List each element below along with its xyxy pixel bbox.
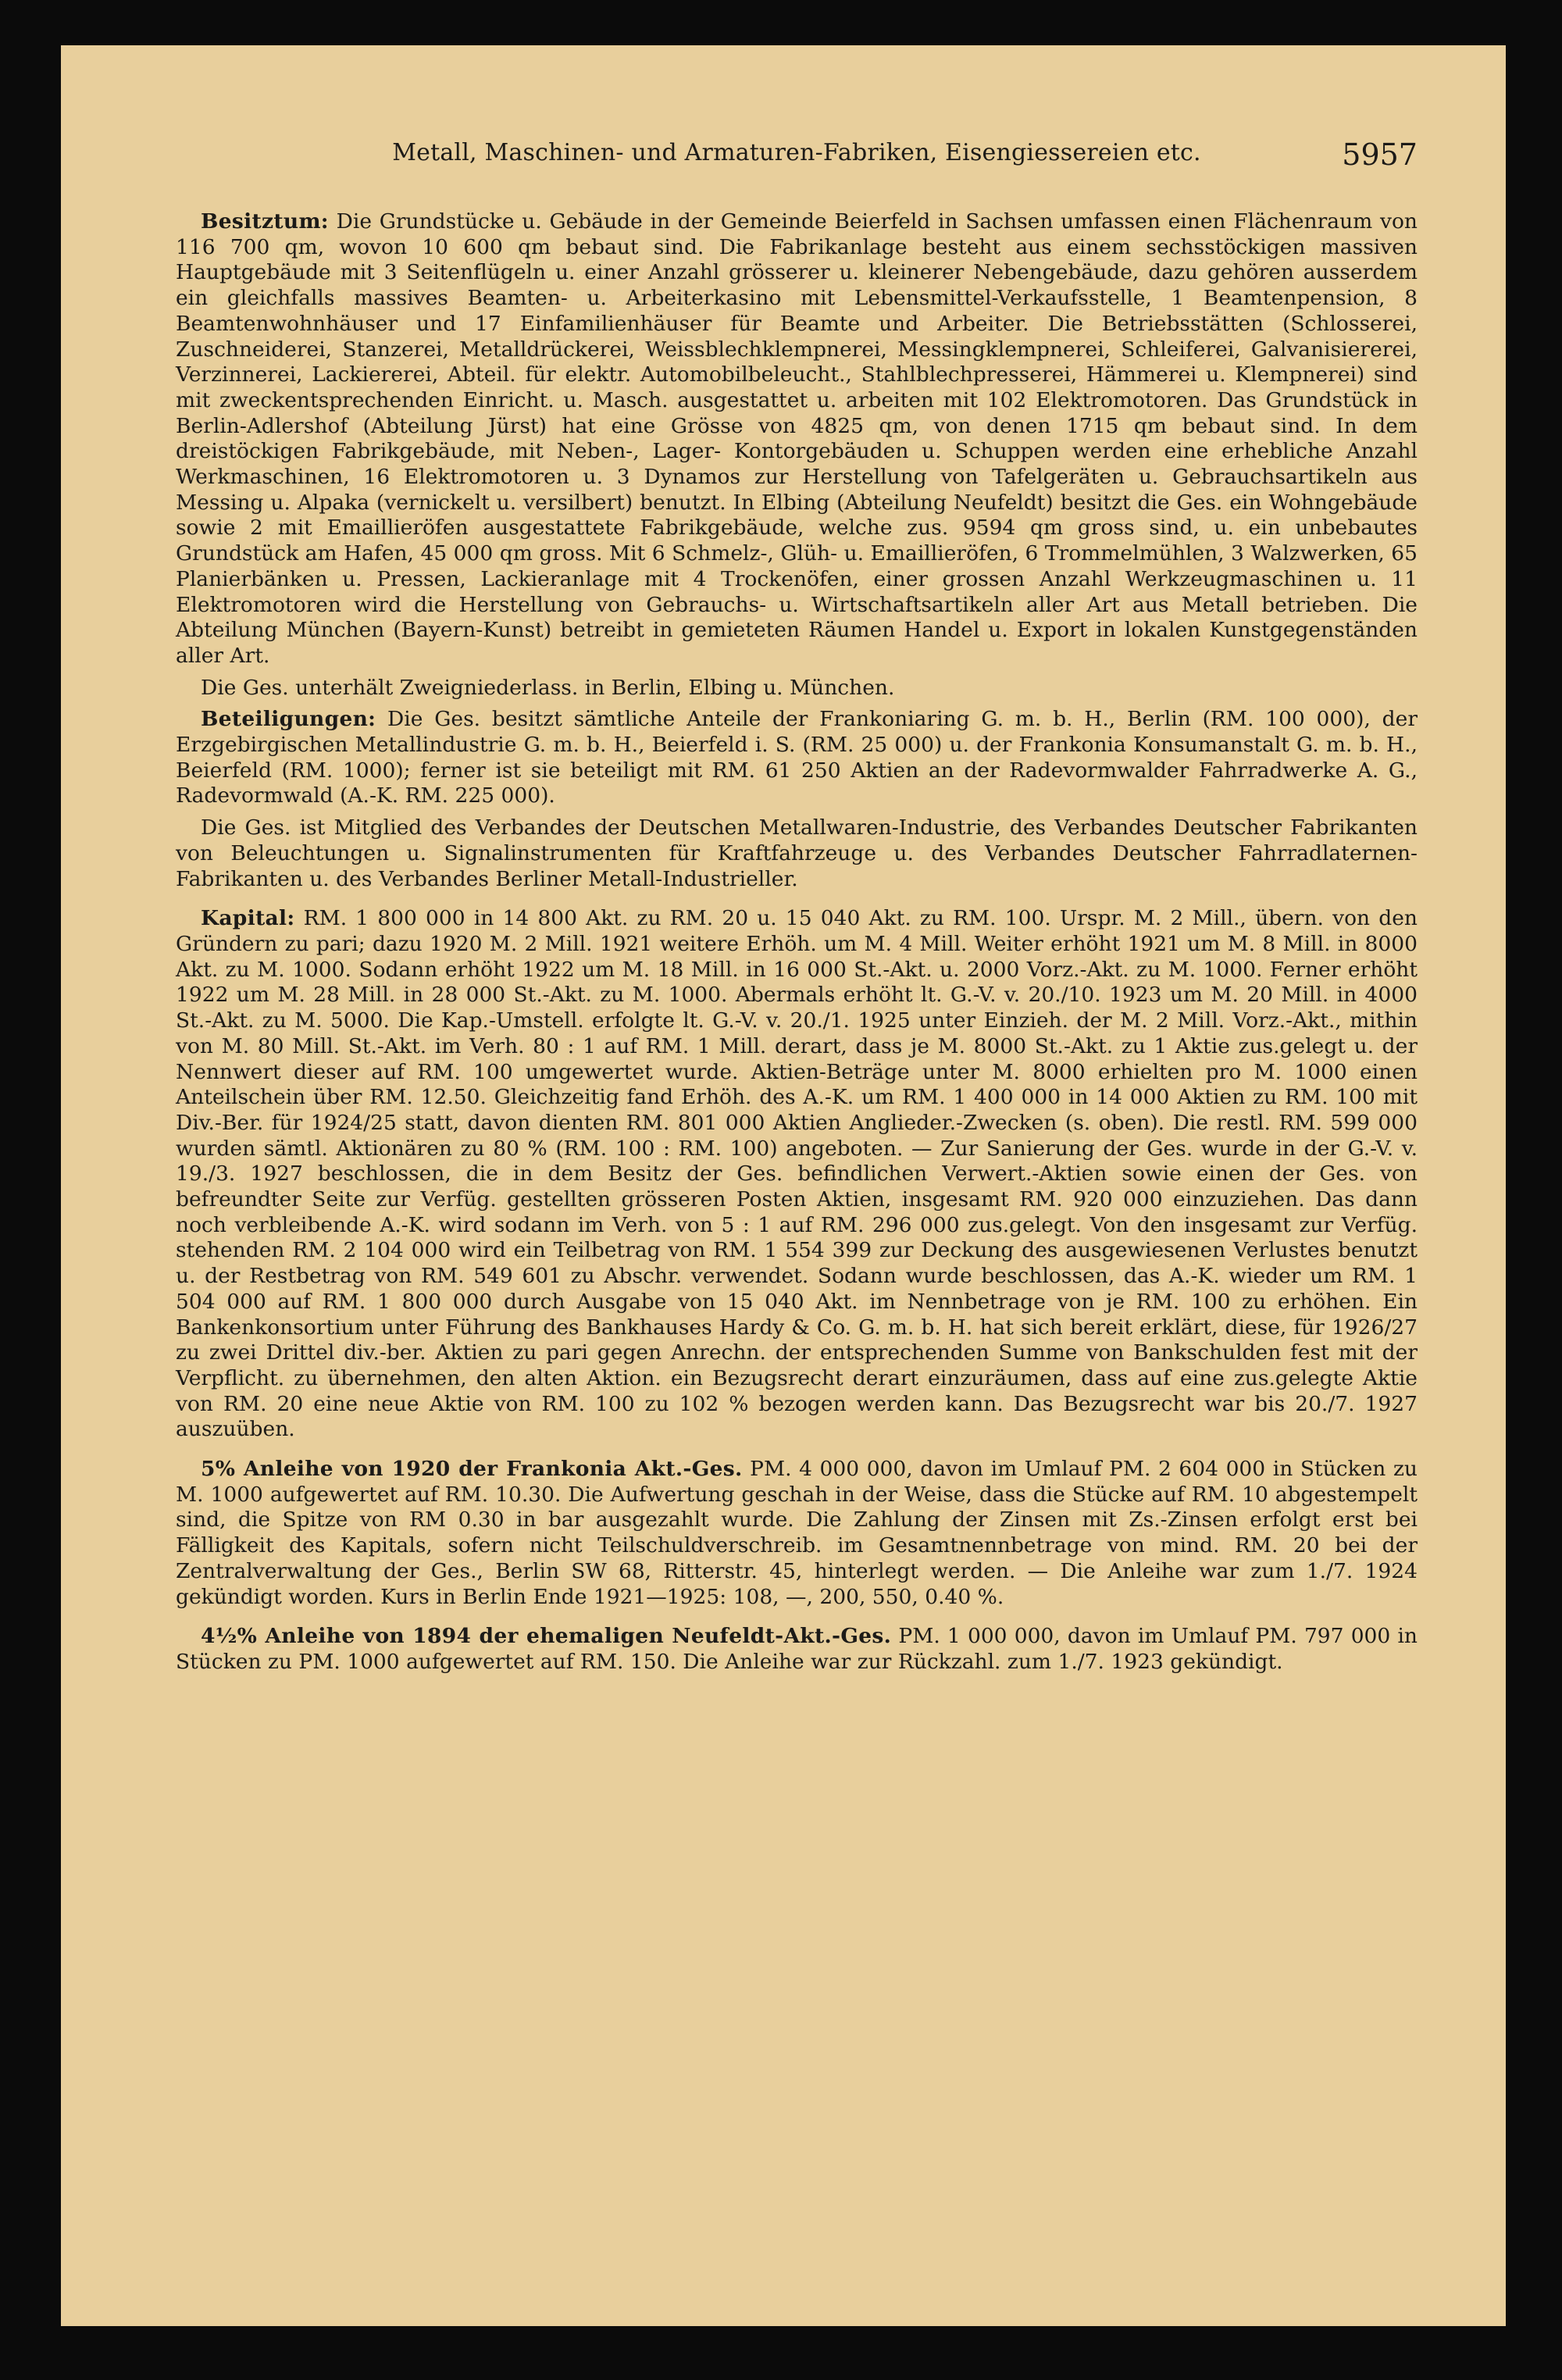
- section-text: Die Ges. ist Mitglied des Verbandes der Deutschen Metallwaren-Industrie, des Verbandes Deutscher Fabrikanten von Beleuchtungen u. Signalinstrumenten für Kraftfahrzeuge u. des Verbandes Deutscher Fahrradlaternen-Fabrikanten u. des Verbandes Berliner Metall-Industrieller.: [176, 815, 1418, 891]
- section-text: Die Ges. besitzt sämtliche Anteile der Frankoniaring G. m. b. H., Berlin (RM. 100 000), der Erzgebirgischen Metallindustrie G. m. b. H., Beierfeld i. S. (RM. 25 000) u. der Frankonia Konsumanstalt G. m. b. H., Beierfeld (RM. 1000); ferner ist sie beteiligt mit RM. 61 250 Aktien an der Radevormwalder Fahrradwerke A. G., Radevormwald (A.-K. RM. 225 000).: [176, 707, 1418, 808]
- section-lead: 5% Anleihe von 1920 der Frankonia Akt.-Ges.: [201, 1457, 743, 1482]
- section-lead: Beteiligungen:: [201, 707, 376, 732]
- section-lead: Besitztum:: [201, 209, 329, 234]
- paragraph-beteiligungen: [176, 707, 1418, 809]
- section-lead: 4½% Anleihe von 1894 der ehemaligen Neufeldt-Akt.-Ges.: [201, 1624, 892, 1649]
- section-text: Die Grundstücke u. Gebäude in der Gemeinde Beierfeld in Sachsen umfassen einen Flächenraum von 116 700 qm, wovon 10 600 qm bebaut sind. Die Fabrikanlage besteht aus einem sechsstöckigen massiven Hauptgebäude mit 3 Seitenflügeln u. einer Anzahl grösserer u. kleinerer Nebengebäude, dazu gehören ausserdem ein gleichfalls massives Beamten- u. Arbeiterkasino mit Lebensmittel-Verkaufsstelle, 1 Beamtenpension, 8 Beamtenwohnhäuser und 17 Einfamilienhäuser für Beamte und Arbeiter. Die Betriebsstätten (Schlosserei, Zuschneiderei, Stanzerei, Metalldrückerei, Weissblechklempnerei, Messingklempnerei, Schleiferei, Galvanisiererei, Verzinnerei, Lackiererei, Abteil. für elektr. Automobilbeleucht., Stahlblechpresserei, Hämmerei u. Klempnerei) sind mit zweckentsprechenden Einricht. u. Masch. ausgestattet u. arbeiten mit 102 Elektromotoren. Das Grundstück in Berlin-Adlershof (Abteilung Jürst) hat eine Grösse von 4825 qm, von denen 1715 qm bebaut sind. In dem dreistöckigen Fabrikgebäude, mit Neben-, Lager- Kontorgebäuden u. Schuppen werden eine erhebliche Anzahl Werkmaschinen, 16 Elektromotoren u. 3 Dynamos zur Herstellung von Tafelgeräten u. Gebrauchsartikeln aus Messing u. Alpaka (vernickelt u. versilbert) benutzt. In Elbing (Abteilung Neufeldt) besitzt die Ges. ein Wohngebäude sowie 2 mit Emaillieröfen ausgestattete Fabrikgebäude, welche zus. 9594 qm gross sind, u. ein unbebautes Grundstück am Hafen, 45 000 qm gross. Mit 6 Schmelz-, Glüh- u. Emaillieröfen, 6 Trommelmühlen, 3 Walzwerken, 65 Planierbänken u. Pressen, Lackieranlage mit 4 Trockenöfen, einer grossen Anzahl Werkzeugmaschinen u. 11 Elektromotoren wird die Herstellung von Gebrauchs- u. Wirtschaftsartikeln aller Art aus Metall betrieben. Die Abteilung München (Bayern-Kunst) betreibt in gemieteten Räumen Handel u. Export in lokalen Kunstgegenständen aller Art.: [176, 209, 1418, 668]
- paragraph-zweigniederlassungen: [176, 676, 1418, 701]
- page-content: [176, 139, 1418, 1682]
- paragraph-verbaende: [176, 815, 1418, 892]
- section-text: Die Ges. unterhält Zweigniederlass. in Berlin, Elbing u. München.: [201, 675, 895, 700]
- running-title: Metall, Maschinen- und Armaturen-Fabriken, Eisengiessereien etc.: [392, 139, 1201, 166]
- running-head: [176, 139, 1418, 186]
- section-lead: Kapital:: [201, 906, 295, 931]
- document-page: [61, 45, 1506, 2326]
- paragraph-anleihe-1920: [176, 1457, 1418, 1610]
- section-text: PM. 4 000 000, davon im Umlauf PM. 2 604 000 in Stücken zu M. 1000 aufgewertet auf RM. 10.30. Die Aufwertung geschah in der Weise, dass die Stücke auf RM. 10 abgestempelt sind, die Spitze von RM 0.30 in bar ausgezahlt wurde. Die Zahlung der Zinsen mit Zs.-Zinsen erfolgt erst bei Fälligkeit des Kapitals, sofern nicht Teilschuldverschreib. im Gesamtnennbetrage von mind. RM. 20 bei der Zentralverwaltung der Ges., Berlin SW 68, Ritterstr. 45, hinterlegt werden. — Die Anleihe war zum 1./7. 1924 gekündigt worden. Kurs in Berlin Ende 1921—1925: 108, —, 200, 550, 0.40 %.: [176, 1457, 1418, 1609]
- page-number: 5957: [1342, 137, 1418, 172]
- paragraph-anleihe-1894: [176, 1624, 1418, 1675]
- paragraph-besitztum: [176, 209, 1418, 669]
- paragraph-kapital: [176, 906, 1418, 1443]
- section-text: PM. 1 000 000, davon im Umlauf PM. 797 000 in Stücken zu PM. 1000 aufgewertet auf RM. 150. Die Anleihe war zur Rückzahl. zum 1./7. 1923 gekündigt.: [176, 1624, 1418, 1674]
- section-text: RM. 1 800 000 in 14 800 Akt. zu RM. 20 u. 15 040 Akt. zu RM. 100. Urspr. M. 2 Mill., übern. von den Gründern zu pari; dazu 1920 M. 2 Mill. 1921 weitere Erhöh. um M. 4 Mill. Weiter erhöht 1921 um M. 8 Mill. in 8000 Akt. zu M. 1000. Sodann erhöht 1922 um M. 18 Mill. in 16 000 St.-Akt. u. 2000 Vorz.-Akt. zu M. 1000. Ferner erhöht 1922 um M. 28 Mill. in 28 000 St.-Akt. zu M. 1000. Abermals erhöht lt. G.-V. v. 20./10. 1923 um M. 20 Mill. in 4000 St.-Akt. zu M. 5000. Die Kap.-Umstell. erfolgte lt. G.-V. v. 20./1. 1925 unter Einzieh. der M. 2 Mill. Vorz.-Akt., mithin von M. 80 Mill. St.-Akt. im Verh. 80 : 1 auf RM. 1 Mill. derart, dass je M. 8000 St.-Akt. zu 1 Aktie zus.gelegt u. der Nennwert dieser auf RM. 100 umgewertet wurde. Aktien-Beträge unter M. 8000 erhielten pro M. 1000 einen Anteilschein über RM. 12.50. Gleichzeitig fand Erhöh. des A.-K. um RM. 1 400 000 in 14 000 Aktien zu RM. 100 mit Div.-Ber. für 1924/25 statt, davon dienten RM. 801 000 Aktien Anglieder.-Zwecken (s. oben). Die restl. RM. 599 000 wurden sämtl. Aktionären zu 80 % (RM. 100 : RM. 100) angeboten. — Zur Sanierung der Ges. wurde in der G.-V. v. 19./3. 1927 beschlossen, die in dem Besitz der Ges. befindlichen Verwert.-Aktien sowie einen der Ges. von befreundter Seite zur Verfüg. gestellten grösseren Posten Aktien, insgesamt RM. 920 000 einzuziehen. Das dann noch verbleibende A.-K. wird sodann im Verh. von 5 : 1 auf RM. 296 000 zus.gelegt. Von den insgesamt zur Verfüg. stehenden RM. 2 104 000 wird ein Teilbetrag von RM. 1 554 399 zur Deckung des ausgewiesenen Verlustes benutzt u. der Restbetrag von RM. 549 601 zu Abschr. verwendet. Sodann wurde beschlossen, das A.-K. wieder um RM. 1 504 000 auf RM. 1 800 000 durch Ausgabe von 15 040 Akt. im Nennbetrage von je RM. 100 zu erhöhen. Ein Bankenkonsortium unter Führung des Bankhauses Hardy & Co. G. m. b. H. hat sich bereit erklärt, diese, für 1926/27 zu zwei Drittel div.-ber. Aktien zu pari gegen Anrechn. der entsprechenden Summe von Bankschulden fest mit der Verpflicht. zu übernehmen, den alten Aktion. ein Bezugsrecht derart einzuräumen, dass auf eine zus.gelegte Aktie von RM. 20 eine neue Aktie von RM. 100 zu 102 % bezogen werden kann. Das Bezugsrecht war bis 20./7. 1927 auszuüben.: [176, 906, 1418, 1442]
